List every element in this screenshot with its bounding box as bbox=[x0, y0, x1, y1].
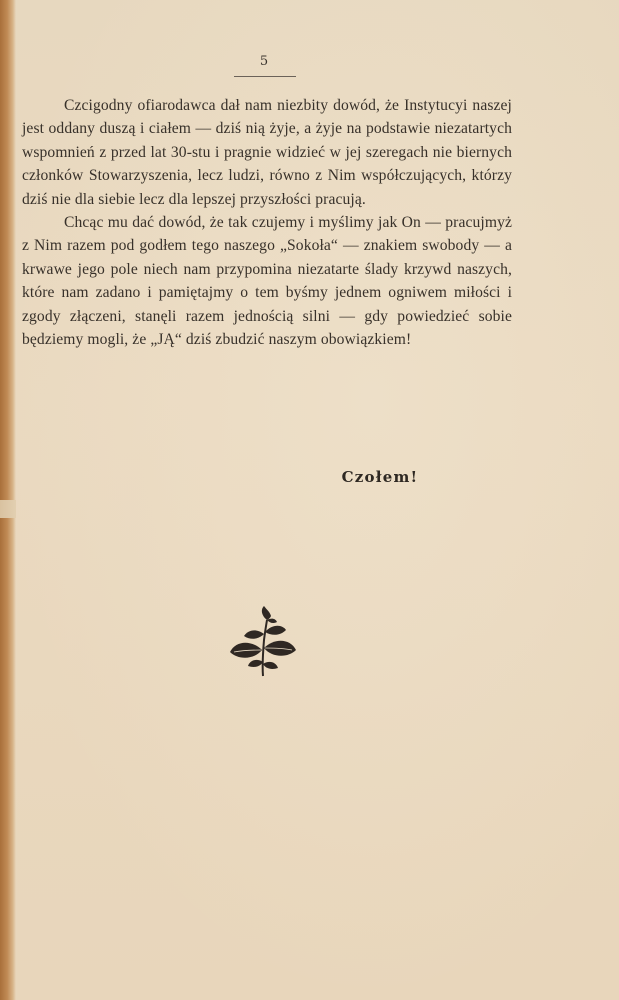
body-text bbox=[22, 94, 512, 351]
page-number: 5 bbox=[259, 54, 269, 69]
paragraph-2: Chcąc mu dać dowód, że tak czujemy i myślimy jak On — pracujmyż z Nim razem pod godłem tego naszego „Sokoła“ — znakiem swobody — a krwawe jego pole niech nam przypomina niezatarte ślady krzywd naszych, które nam zadano i pamiętajmy o tem byśmy jednem ogniwem miłości i zgody złączeni, stanęli razem jednością silni — gdy powiedzieć sobie będziemy mogli, że „JĄ“ dziś zbudzić naszym obowiązkiem! bbox=[22, 214, 512, 349]
page-number-rule bbox=[234, 76, 296, 77]
floral-vignette-icon bbox=[226, 606, 300, 678]
closing-salutation: Czołem! bbox=[341, 468, 419, 486]
binding-edge-gap bbox=[0, 500, 16, 518]
paragraph-1: Czcigodny ofiarodawca dał nam niezbity dowód, że Instytucyi naszej jest oddany duszą i ciałem — dziś nią żyje, a żyje na podstawie niezatartych wspomnień z przed lat 30-stu i pragnie widzieć w jej szeregach nie biernych członków Stowarzyszenia, lecz ludzi, równo z Nim współczujących, którzy dziś nie dla siebie lecz dla lepszej przyszłości pracują. bbox=[22, 97, 512, 208]
